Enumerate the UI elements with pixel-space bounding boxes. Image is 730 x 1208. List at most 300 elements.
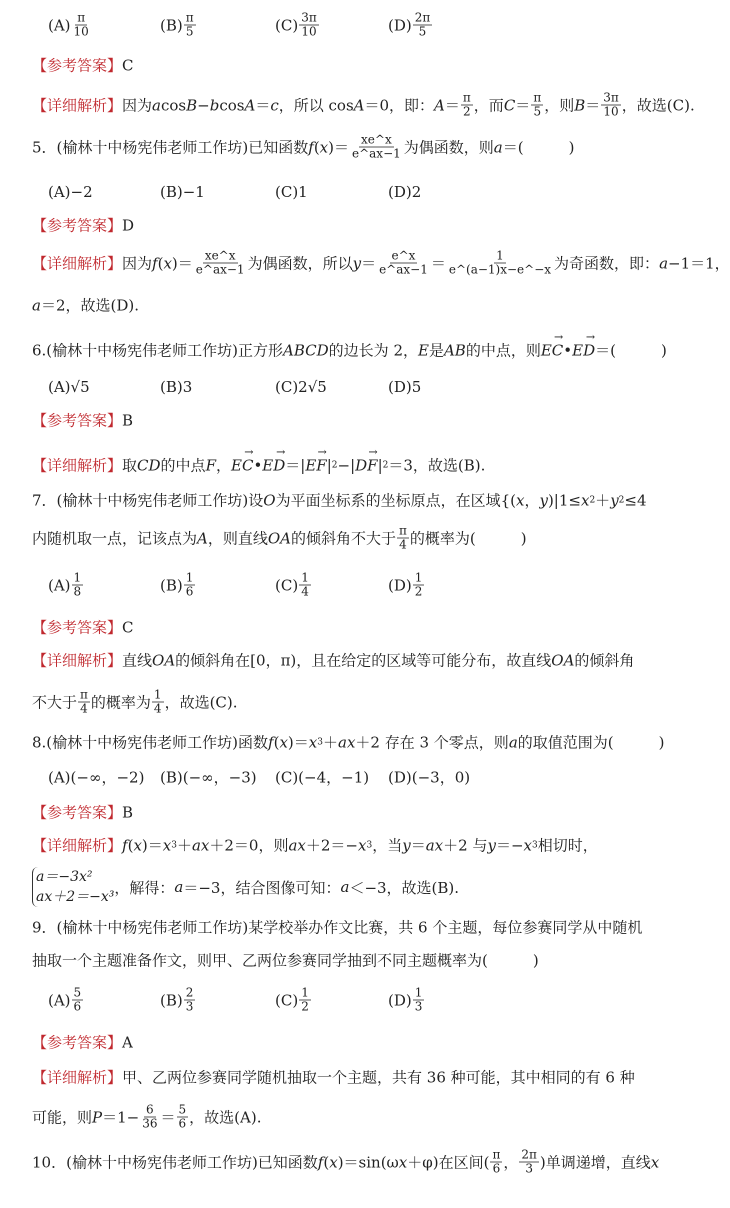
math-variable: x xyxy=(580,491,590,509)
text-run: ＝ xyxy=(410,836,426,855)
denominator: 36 xyxy=(142,1116,158,1131)
denominator: 6 xyxy=(492,1161,501,1176)
text-run: 为偶函数，则 xyxy=(403,138,494,157)
text-run: (D)(−3，0) xyxy=(388,768,471,787)
math-variable: A xyxy=(353,96,365,114)
superscript: 2 xyxy=(331,460,338,470)
fraction xyxy=(601,92,621,119)
equation: ax＋2＝−x³ xyxy=(36,889,115,905)
denominator: 5 xyxy=(185,24,194,39)
text-line xyxy=(32,295,139,316)
denominator: 2 xyxy=(301,999,309,1014)
text-run: )单调递增，直线 xyxy=(539,1153,651,1172)
section-label: 【详细解析】 xyxy=(32,1068,123,1087)
math-variable: F xyxy=(205,456,216,474)
text-run: ＋ xyxy=(176,836,192,855)
text-run: 8.(榆林十中杨宪伟老师工作坊)函数 xyxy=(32,733,269,752)
numerator: 2 xyxy=(185,985,194,1000)
text-line xyxy=(32,1149,659,1176)
math-variable: y xyxy=(610,491,619,509)
text-line xyxy=(32,835,598,856)
text-run: B xyxy=(122,803,134,821)
vector: → ED xyxy=(572,341,595,359)
math-variable: ax xyxy=(288,836,306,854)
text-run: ＝| xyxy=(285,456,306,475)
numerator: π xyxy=(492,1147,501,1162)
math-variable: A xyxy=(197,529,208,547)
text-run: 的中点，则 xyxy=(465,341,541,360)
text-line xyxy=(32,490,647,511)
text-run: 因为 xyxy=(122,254,153,273)
math-variable: x xyxy=(163,254,172,272)
numerator: 1 xyxy=(153,687,162,702)
text-run: (C) xyxy=(275,991,299,1009)
text-run: 的倾斜角 xyxy=(574,651,635,670)
denominator: 6 xyxy=(178,1116,187,1131)
text-run: ，故选(C). xyxy=(164,693,238,712)
answer-option xyxy=(160,572,196,599)
fraction xyxy=(519,1149,539,1176)
answer-option xyxy=(275,572,312,599)
denominator: 3 xyxy=(525,1161,533,1176)
text-run: 是 xyxy=(428,341,444,360)
fraction xyxy=(299,12,319,39)
answer-option xyxy=(275,378,327,396)
text-run: ，故选(A). xyxy=(189,1108,262,1127)
text-run: (D) xyxy=(388,16,412,34)
math-variable: OA xyxy=(267,529,292,547)
math-variable: x xyxy=(523,836,532,854)
numerator: π xyxy=(77,10,86,25)
math-variable: OA xyxy=(152,651,176,669)
math-variable: ax xyxy=(425,836,444,854)
math-variable: x xyxy=(515,491,525,509)
text-line xyxy=(32,215,134,236)
text-run: ＋2 与 xyxy=(443,836,488,855)
fraction xyxy=(413,12,433,39)
superscript: 3 xyxy=(531,840,538,850)
text-run: ＋ xyxy=(595,491,611,510)
text-run: D xyxy=(122,216,135,234)
text-run: ， xyxy=(215,456,231,475)
text-run: (A)(−∞，−2) xyxy=(48,768,145,787)
text-run: • xyxy=(563,341,573,359)
text-run: (A) xyxy=(48,576,71,594)
numerator: 1 xyxy=(73,570,82,585)
section-label: 【参考答案】 xyxy=(32,1033,123,1052)
numerator: 1 xyxy=(301,570,309,585)
fraction xyxy=(413,572,425,599)
text-run: ＝ xyxy=(255,96,271,115)
text-line xyxy=(32,455,485,476)
text-run: ＜−3，故选(B). xyxy=(349,878,460,897)
text-run: (C)1 xyxy=(275,183,308,201)
text-run: (B) xyxy=(160,16,183,34)
section-label: 【详细解析】 xyxy=(32,96,123,115)
text-run: 内随机取一点，记该点为 xyxy=(32,529,198,548)
math-variable: A xyxy=(434,96,445,114)
text-line xyxy=(32,340,667,361)
section-label: 【详细解析】 xyxy=(32,254,123,273)
answer-option xyxy=(388,183,421,201)
math-variable: B xyxy=(186,96,198,114)
math-variable: f xyxy=(308,138,314,156)
section-label: 【参考答案】 xyxy=(32,803,123,822)
text-run: ＝ xyxy=(160,1108,176,1127)
math-variable: C xyxy=(503,96,516,114)
answer-option xyxy=(388,572,425,599)
fraction xyxy=(531,92,543,119)
math-variable: a xyxy=(174,878,184,896)
math-variable: c xyxy=(270,96,279,114)
text-run: )＝sin(ω xyxy=(337,1153,399,1172)
math-variable: f xyxy=(317,1153,324,1171)
superscript: 3 xyxy=(317,737,323,747)
fraction xyxy=(299,572,311,599)
math-variable: a xyxy=(152,96,161,114)
text-run: ，故选(C). xyxy=(621,96,695,115)
text-run: ＝ xyxy=(444,96,460,115)
fraction xyxy=(413,987,425,1014)
equation: a＝−3x² xyxy=(36,869,93,885)
superscript: 3 xyxy=(366,840,373,850)
text-run: 的倾斜角在[0，π)，且在给定的区域等可能分布，故直线 xyxy=(175,651,552,670)
text-run: 因为 xyxy=(122,96,153,115)
denominator: 6 xyxy=(185,584,194,599)
text-run: ＋φ)在区间( xyxy=(407,1153,490,1172)
text-run: ＋ xyxy=(322,733,338,752)
text-line xyxy=(32,250,730,277)
numerator: 1 xyxy=(496,248,504,263)
text-run: ，解得： xyxy=(114,878,175,897)
text-run: ＋2＝− xyxy=(305,836,359,855)
math-variable: a xyxy=(493,138,503,156)
text-run: ＋2＝0，则 xyxy=(209,836,289,855)
text-run: 为偶函数，所以 xyxy=(247,254,353,273)
text-run: (C)(−4，−1) xyxy=(275,768,370,787)
text-run: cos xyxy=(160,96,187,114)
text-run: ≤4 xyxy=(624,491,647,509)
section-label: 【详细解析】 xyxy=(32,836,123,855)
denominator: 6 xyxy=(73,999,82,1014)
math-variable: f xyxy=(152,254,158,272)
denominator: 3 xyxy=(185,999,194,1014)
math-variable: y xyxy=(487,836,496,854)
denominator: 3 xyxy=(414,999,423,1014)
answer-option xyxy=(160,767,257,788)
math-variable: x xyxy=(162,836,172,854)
answer-option xyxy=(48,987,84,1014)
numerator: π xyxy=(462,90,471,105)
denominator: 4 xyxy=(399,537,407,552)
denominator: 5 xyxy=(533,104,542,119)
fraction xyxy=(461,92,473,119)
fraction xyxy=(299,987,311,1014)
section-label: 【参考答案】 xyxy=(32,411,123,430)
text-line xyxy=(32,802,133,823)
math-variable: x xyxy=(358,836,367,854)
text-run: ＝ xyxy=(515,96,531,115)
text-run: )＝ xyxy=(287,733,309,752)
fraction xyxy=(78,689,90,716)
math-variable: a xyxy=(340,878,350,896)
numerator: π xyxy=(185,10,194,25)
text-run: −1＝1， xyxy=(668,254,730,273)
text-run: ( xyxy=(127,836,134,854)
denominator: 4 xyxy=(153,701,162,716)
fraction xyxy=(184,12,196,39)
denominator: 8 xyxy=(73,584,82,599)
text-run: ＝ xyxy=(585,96,601,115)
math-variable: y xyxy=(352,254,362,272)
math-variable: E xyxy=(417,341,429,359)
text-run: 直线 xyxy=(122,651,153,670)
text-run: C xyxy=(122,56,134,74)
text-line xyxy=(32,1104,261,1131)
numerator: 3π xyxy=(301,10,317,25)
answer-option xyxy=(160,183,205,201)
text-run: ( xyxy=(313,138,320,156)
fraction xyxy=(72,987,84,1014)
answer-option xyxy=(48,767,144,788)
text-run: 为平面坐标系的坐标原点，在区域{( xyxy=(275,491,516,510)
text-run: • xyxy=(253,456,263,474)
text-run: 6.(榆林十中杨宪伟老师工作坊)正方形 xyxy=(32,341,284,360)
answer-option xyxy=(388,12,433,39)
text-run: 的中点 xyxy=(160,456,206,475)
text-run: (B)3 xyxy=(160,378,193,396)
answer-option xyxy=(160,987,196,1014)
text-run: (A)−2 xyxy=(48,183,93,201)
text-run: ＝−3，结合图像可知： xyxy=(183,878,341,897)
fraction xyxy=(177,1104,189,1131)
math-variable: x xyxy=(329,1153,338,1171)
text-run: 相切时， xyxy=(537,836,598,855)
text-run: (B)(−∞，−3) xyxy=(160,768,257,787)
text-run: (B)−1 xyxy=(160,183,205,201)
numerator: π xyxy=(533,90,542,105)
numerator: xe^x xyxy=(361,132,392,147)
denominator: 10 xyxy=(301,24,317,39)
answer-option xyxy=(388,378,421,396)
math-variable: A xyxy=(244,96,256,114)
section-label: 【参考答案】 xyxy=(32,618,123,637)
math-variable: b xyxy=(209,96,220,114)
denominator: 10 xyxy=(603,104,619,119)
text-line xyxy=(32,689,238,716)
answer-option xyxy=(48,183,93,201)
fraction xyxy=(72,12,91,39)
text-run: ＝ xyxy=(430,254,446,273)
math-variable: a xyxy=(32,296,41,314)
math-variable: x xyxy=(650,1153,660,1171)
text-run: ( xyxy=(323,1153,330,1171)
text-line xyxy=(32,92,695,119)
math-variable: f xyxy=(122,836,128,854)
numerator: 1 xyxy=(414,570,423,585)
answer-option xyxy=(275,12,320,39)
text-run: (A) xyxy=(48,991,71,1009)
numerator: 1 xyxy=(185,570,194,585)
math-variable: y xyxy=(539,491,548,509)
text-run: ＝1− xyxy=(102,1108,140,1127)
math-variable: f xyxy=(268,733,274,751)
denominator: e^(a−1)x−e^−x xyxy=(448,262,552,277)
section-label: 【参考答案】 xyxy=(32,56,123,75)
math-variable: a xyxy=(508,733,518,751)
text-run: 取 xyxy=(122,456,138,475)
numerator: π xyxy=(399,523,407,538)
text-run: ，当 xyxy=(372,836,403,855)
text-run: 的概率为( ) xyxy=(409,529,527,548)
text-run: (D)5 xyxy=(388,378,422,396)
text-run: )＝ xyxy=(328,138,349,157)
text-run: | xyxy=(377,456,383,474)
text-run: )＝ xyxy=(171,254,193,273)
text-run: (C)2√5 xyxy=(275,378,327,396)
answer-option xyxy=(275,183,308,201)
math-variable: P xyxy=(92,1108,103,1126)
answer-option xyxy=(275,987,312,1014)
fraction xyxy=(184,572,196,599)
section-label: 【参考答案】 xyxy=(32,216,123,235)
answer-option xyxy=(275,767,369,788)
denominator: e^ax−1 xyxy=(195,262,245,277)
text-run: 7．(榆林十中杨宪伟老师工作坊)设 xyxy=(32,491,264,510)
text-line xyxy=(32,917,642,938)
text-run: ＝( ) xyxy=(595,341,667,360)
text-run: )＝ xyxy=(141,836,163,855)
numerator: 2π xyxy=(414,10,431,25)
numerator: 5 xyxy=(73,985,82,1000)
text-run: 的边长为 2， xyxy=(328,341,418,360)
text-run: ， xyxy=(524,491,540,510)
answer-option xyxy=(160,378,192,396)
text-line xyxy=(32,617,134,638)
denominator: 10 xyxy=(73,24,89,39)
superscript: 3 xyxy=(171,840,177,850)
numerator: xe^x xyxy=(204,248,236,263)
fraction xyxy=(72,572,84,599)
vector: → EC xyxy=(231,456,253,474)
text-line xyxy=(32,732,664,753)
numerator: 1 xyxy=(301,985,309,1000)
math-variable: ax xyxy=(191,836,210,854)
text-run: cos xyxy=(219,96,245,114)
text-line xyxy=(32,55,134,76)
text-run: (C) xyxy=(275,576,299,594)
text-line xyxy=(32,134,574,161)
numerator: 5 xyxy=(178,1102,187,1117)
numerator: 6 xyxy=(146,1102,154,1117)
vector: → EF xyxy=(305,456,326,474)
math-variable: B xyxy=(574,96,586,114)
vector: → ED xyxy=(262,456,285,474)
text-run: (D) xyxy=(388,576,412,594)
math-variable: ABCD xyxy=(283,341,329,359)
math-variable: x xyxy=(279,733,288,751)
text-run: ( xyxy=(157,254,164,272)
math-variable: x xyxy=(319,138,329,156)
vector: → DF xyxy=(355,456,377,474)
fraction xyxy=(447,250,553,277)
text-run: − xyxy=(197,96,210,114)
text-line xyxy=(32,410,133,431)
text-line xyxy=(32,867,459,907)
numerator: 2π xyxy=(521,1147,537,1162)
text-run: ( xyxy=(273,733,280,751)
numerator: 1 xyxy=(414,985,423,1000)
denominator: e^ax−1 xyxy=(379,262,428,277)
text-run: (A)√5 xyxy=(48,378,90,396)
superscript: 2 xyxy=(382,460,389,470)
superscript: 2 xyxy=(589,495,596,505)
denominator: e^ax−1 xyxy=(352,146,401,161)
text-run: 10．(榆林十中杨宪伟老师工作坊)已知函数 xyxy=(32,1153,318,1172)
denominator: 4 xyxy=(301,584,309,599)
text-run: 甲、乙两位参赛同学随机抽取一个主题，共有 36 种可能，其中相同的有 6 种 xyxy=(122,1068,635,1087)
fraction xyxy=(152,689,164,716)
text-run: ＝3，故选(B). xyxy=(388,456,486,475)
text-line xyxy=(32,1032,133,1053)
text-run: ＝2，故选(D). xyxy=(40,296,139,315)
math-variable: ax xyxy=(338,733,356,751)
text-run: ，而 xyxy=(473,96,504,115)
math-variable: AB xyxy=(443,341,466,359)
text-line xyxy=(32,650,634,671)
fraction xyxy=(490,1149,502,1176)
denominator: 4 xyxy=(80,701,88,716)
text-run: ＝( ) xyxy=(502,138,575,157)
text-run: )|1≤ xyxy=(547,491,581,509)
answer-option xyxy=(160,12,197,39)
math-variable: y xyxy=(402,836,411,854)
math-variable: CD xyxy=(137,456,161,474)
text-run: 不大于 xyxy=(32,693,78,712)
answer-option xyxy=(48,12,92,39)
text-run: ，则 xyxy=(544,96,575,115)
superscript: 2 xyxy=(618,495,625,505)
text-run: 为奇函数，即： xyxy=(554,254,660,273)
numerator: π xyxy=(80,687,88,702)
answer-option xyxy=(388,987,425,1014)
text-line xyxy=(32,1067,635,1088)
text-run: ，则直线 xyxy=(207,529,268,548)
denominator: 5 xyxy=(418,24,427,39)
equation-system xyxy=(32,867,114,907)
vector: → EC xyxy=(541,341,563,359)
text-run: (B) xyxy=(160,991,183,1009)
text-run: (A) xyxy=(48,16,71,34)
text-run: 9．(榆林十中杨宪伟老师工作坊)某学校举办作文比赛，共 6 个主题，每位参赛同学从中随机 xyxy=(32,918,643,937)
section-label: 【详细解析】 xyxy=(32,651,123,670)
answer-option xyxy=(48,572,84,599)
answer-option xyxy=(48,378,90,396)
text-run: −| xyxy=(337,456,356,474)
denominator: 2 xyxy=(414,584,423,599)
fraction xyxy=(377,250,430,277)
math-variable: x xyxy=(308,733,318,751)
text-run: C xyxy=(122,618,134,636)
text-run: 抽取一个主题准备作文，则甲、乙两位参赛同学抽到不同主题概率为( ) xyxy=(32,951,539,970)
text-run: 可能，则 xyxy=(32,1108,93,1127)
fraction xyxy=(397,525,409,552)
text-run: 的倾斜角不大于 xyxy=(291,529,397,548)
text-run: (B) xyxy=(160,576,183,594)
math-variable: OA xyxy=(551,651,575,669)
answer-option xyxy=(388,767,470,788)
text-run: 5．(榆林十中杨宪伟老师工作坊)已知函数 xyxy=(32,138,309,157)
